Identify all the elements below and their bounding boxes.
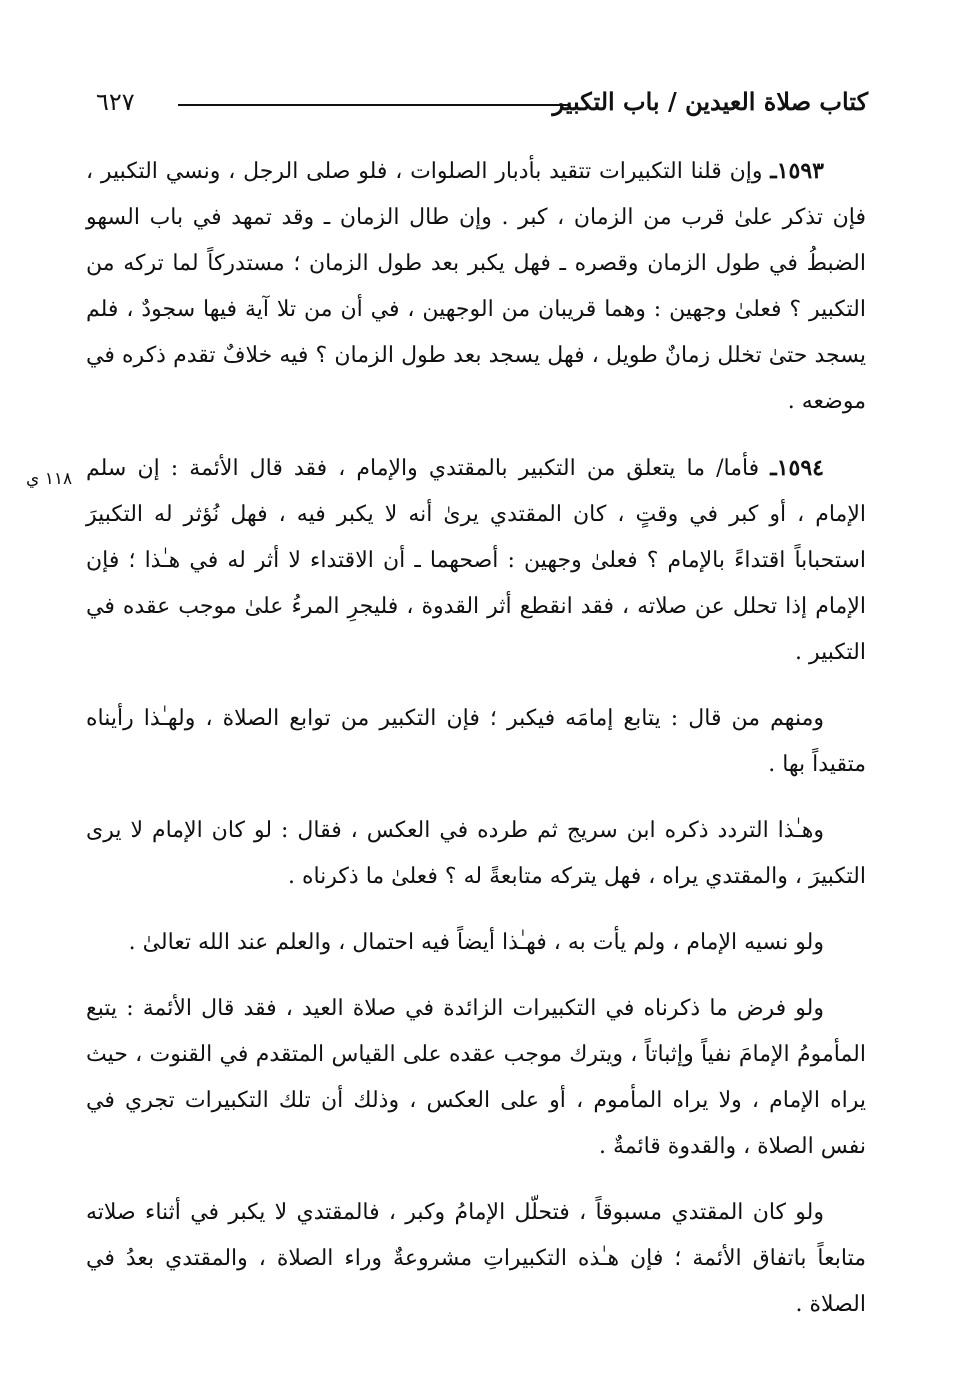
header-rule	[178, 104, 568, 106]
paragraph-text: فأما/ ما يتعلق من التكبير بالمقتدي والإمام ، فقد قال الأئمة : إن سلم الإمام ، أو كبر في وقتٍ ، كان المقتدي يرىٰ أنه لا يكبر فيه ، فهل نُؤثر له التكبيرَ استحباباً اقتداءً بالإمام ؟ فعلىٰ وجهين : أصحهما ـ أن الاقتداء لا أثر له في هـٰذا ؛ فإن الإمام إذا تحلل عن صلاته ، فقد انقطع أثر القدوة ، فليجرِ المرءُ علىٰ موجب عقده في التكبير .	[86, 456, 866, 665]
paragraph-1593	[86, 148, 866, 425]
paragraph-number: ١٥٩٣ـ	[770, 158, 824, 184]
paragraph-text: وإن قلنا التكبيرات تتقيد بأدبار الصلوات ، فلو صلى الرجل ، ونسي التكبير ، فإن تذكر علىٰ قرب من الزمان ، كبر . وإن طال الزمان ـ وقد تمهد في باب السهو الضبطُ في طول الزمان وقصره ـ فهل يكبر بعد طول الزمان ؛ مستدركاً لما تركه من التكبير ؟ فعلىٰ وجهين : وهما قريبان من الوجهين ، في أن من تلا آية فيها سجودٌ ، فلم يسجد حتىٰ تخلل زمانٌ طويل ، فهل يسجد بعد طول الزمان ؟ فيه خلافٌ تقدم ذكره في موضعه .	[86, 159, 866, 414]
paragraph	[86, 808, 866, 900]
paragraph-text: وهـٰذا التردد ذكره ابن سريج ثم طرده في العكس ، فقال : لو كان الإمام لا يرى التكبيرَ ، والمقتدي يراه ، فهل يتركه متابعةً له ؟ فعلىٰ ما ذكرناه .	[86, 818, 866, 889]
page-number: ٦٢٧	[96, 88, 135, 116]
paragraph	[86, 696, 866, 788]
paragraph	[86, 1190, 866, 1328]
paragraph-text: ولو نسيه الإمام ، ولم يأت به ، فهـٰذا أيضاً فيه احتمال ، والعلم عند الله تعالىٰ .	[128, 930, 824, 955]
running-title: كتاب صلاة العيدين / باب التكبير	[552, 87, 868, 116]
paragraph-text: ولو كان المقتدي مسبوقاً ، فتحلّل الإمامُ وكبر ، فالمقتدي لا يكبر في أثناء صلاته متابعاً باتفاق الأئمة ؛ فإن هـٰذه التكبيراتِ مشروعةٌ وراء الصلاة ، والمقتدي بعدُ في الصلاة .	[86, 1200, 866, 1317]
body-text	[86, 148, 866, 1328]
paragraph-text: ولو فرض ما ذكرناه في التكبيرات الزائدة في صلاة العيد ، فقد قال الأئمة : يتبع المأمومُ الإمامَ نفياً وإثباتاً ، ويترك موجب عقده على القياس المتقدم في القنوت ، حيث يراه الإمام ، ولا يراه المأموم ، أو على العكس ، وذلك أن تلك التكبيرات تجري في نفس الصلاة ، والقدوة قائمةٌ .	[86, 996, 866, 1159]
paragraph-text: ومنهم من قال : يتابع إمامَه فيكبر ؛ فإن التكبير من توابع الصلاة ، ولهـٰذا رأيناه متقيداً بها .	[86, 706, 866, 777]
paragraph	[86, 986, 866, 1170]
paragraph-number: ١٥٩٤ـ	[770, 455, 824, 481]
page-header	[96, 82, 868, 122]
paragraph	[86, 920, 866, 966]
paragraph-1594	[86, 445, 866, 676]
margin-note: ١١٨ ي	[26, 469, 73, 489]
